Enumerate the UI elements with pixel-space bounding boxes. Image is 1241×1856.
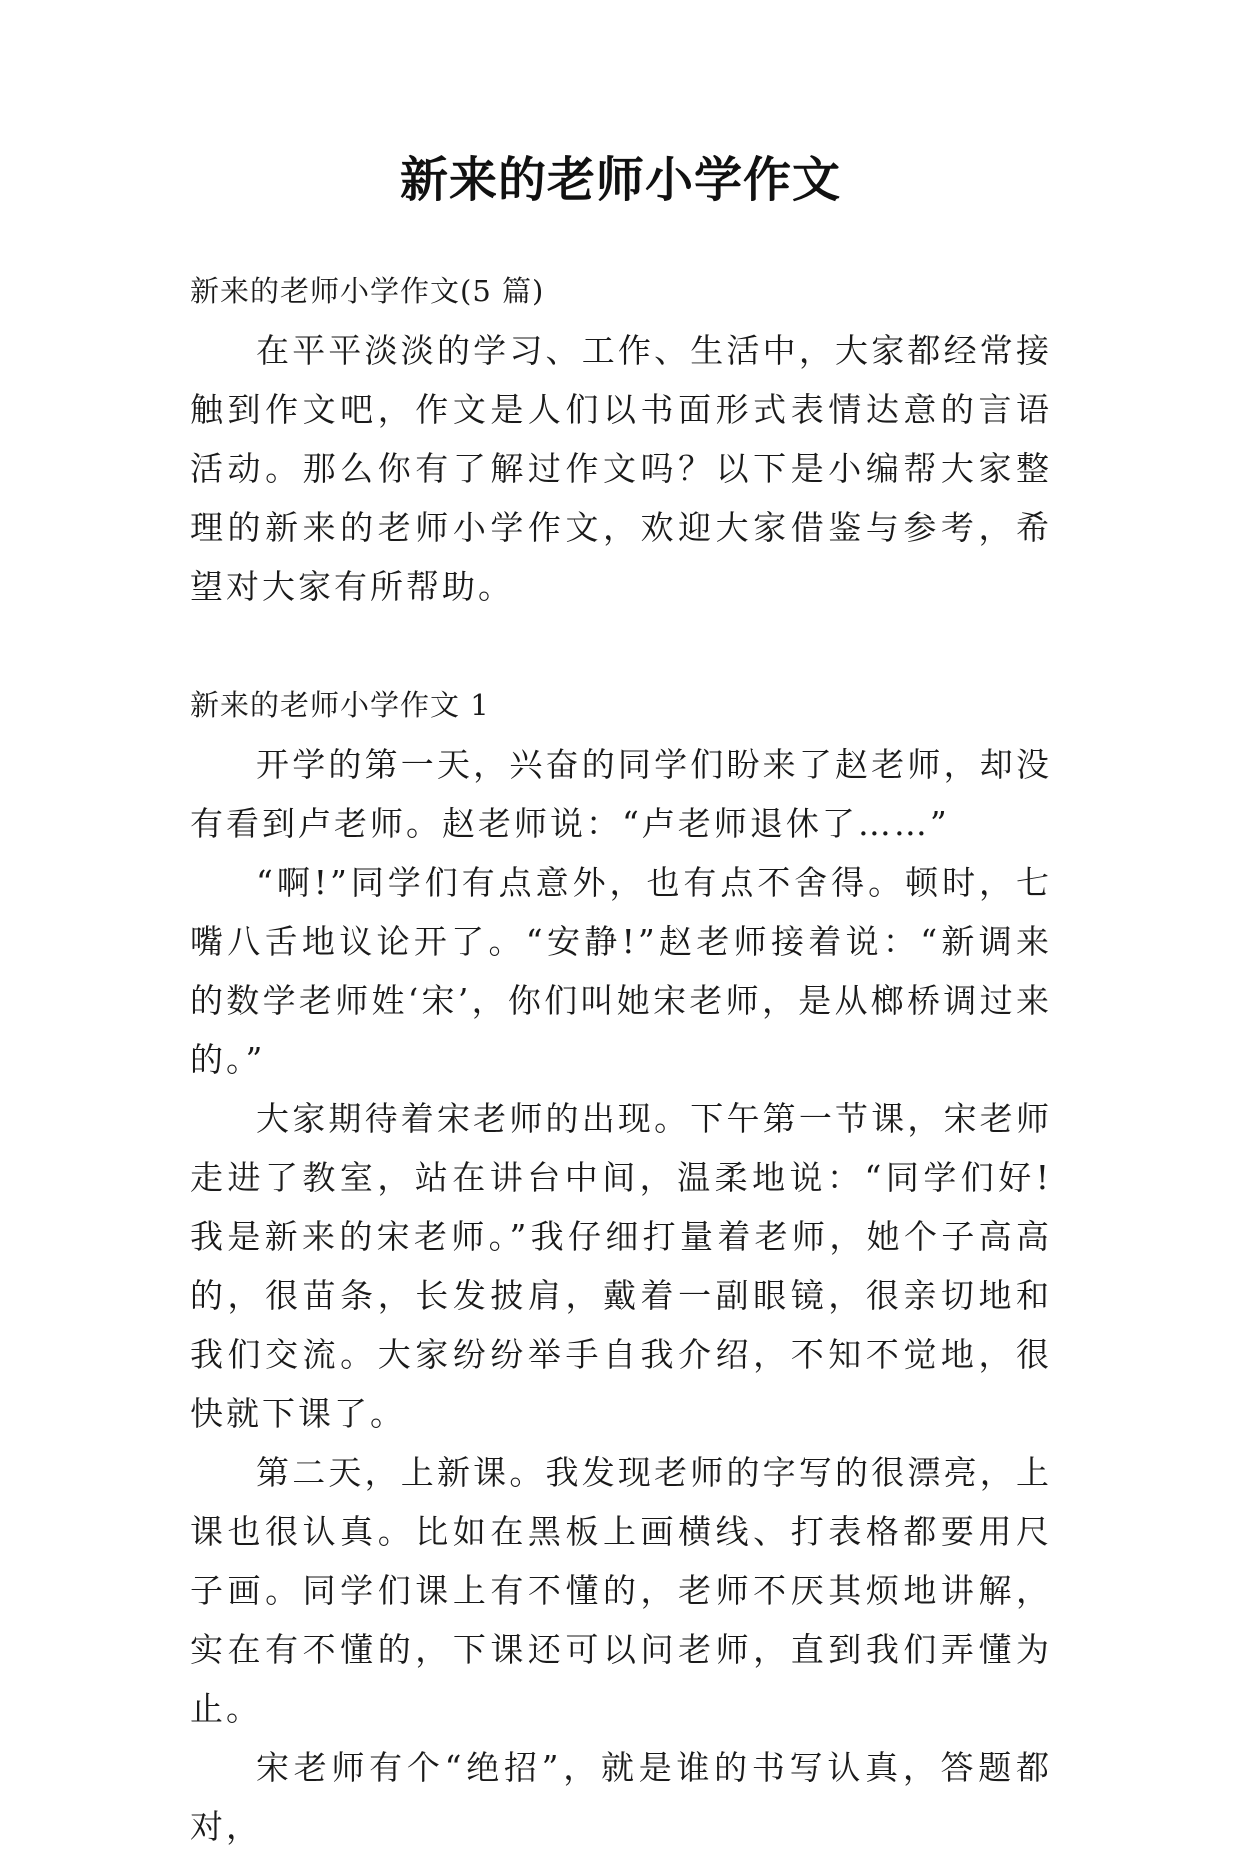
body-paragraph: 开学的第一天，兴奋的同学们盼来了赵老师，却没有看到卢老师。赵老师说：“卢老师退休了……” [190, 745, 1052, 843]
document-subtitle: 新来的老师小学作文(5 篇) [190, 274, 545, 308]
body-paragraph: 大家期待着宋老师的出现。下午第一节课，宋老师走进了教室，站在讲台中间，温柔地说：“同学们好!我是新来的宋老师。”我仔细打量着老师，她个子高高的，很苗条，长发披肩，戴着一副眼镜，很亲切地和我们交流。大家纷纷举手自我介绍，不知不觉地，很快就下课了。 [190, 1099, 1052, 1433]
section-heading: 新来的老师小学作文 1 [190, 688, 490, 722]
document-body [190, 262, 1052, 1856]
body-paragraph: 第二天，上新课。我发现老师的字写的很漂亮，上课也很认真。比如在黑板上画横线、打表格都要用尺子画。同学们课上有不懂的，老师不厌其烦地讲解，实在有不懂的，下课还可以问老师，直到我们弄懂为止。 [190, 1453, 1052, 1728]
body-paragraph: 宋老师有个“绝招”，就是谁的书写认真，答题都对， [190, 1748, 1052, 1846]
section-spacer [190, 616, 1052, 676]
document-title: 新来的老师小学作文 [399, 152, 841, 208]
intro-paragraph: 在平平淡淡的学习、工作、生活中，大家都经常接触到作文吧，作文是人们以书面形式表情达意的言语活动。那么你有了解过作文吗？以下是小编帮大家整理的新来的老师小学作文，欢迎大家借鉴与参考，希望对大家有所帮助。 [190, 331, 1052, 606]
body-paragraph: “啊!”同学们有点意外，也有点不舍得。顿时，七嘴八舌地议论开了。“安静!”赵老师接着说：“新调来的数学老师姓‘宋’，你们叫她宋老师，是从榔桥调过来的。” [190, 863, 1052, 1079]
